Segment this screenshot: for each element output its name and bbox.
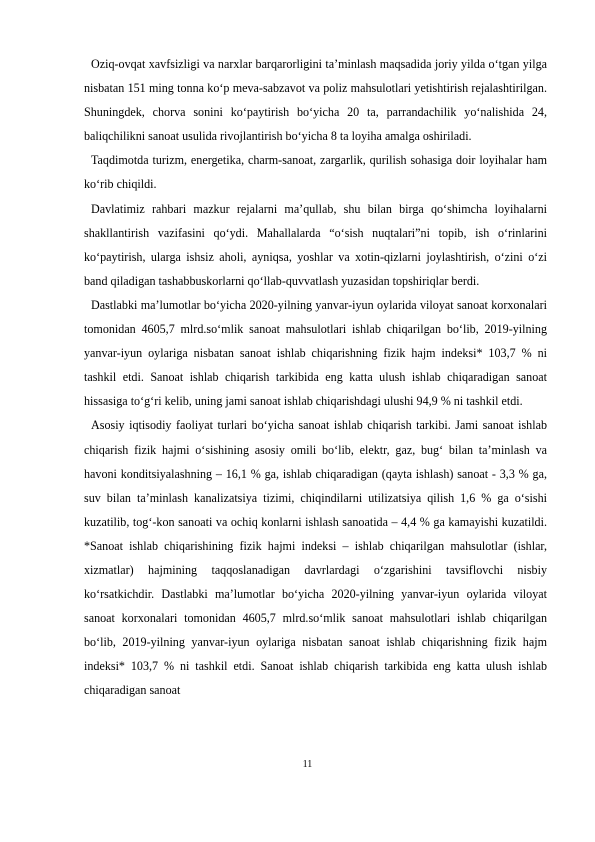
paragraph-food-security: Oziq-ovqat xavfsizligi va narxlar barqarorligini ta’minlash maqsadida joriy yilda o‘tgan yilga nisbatan 151 ming tonna ko‘p meva-sabzavot va poliz mahsulotlari yetishtirish rejalashtirilgan. Shuningdek, chorva sonini ko‘paytirish bo‘yicha 20 ta, parrandachilik yo‘nalishida 24, baliqchilikni sanoat usulida rivojlantirish bo‘yicha 8 ta loyiha amalga oshiriladi. (84, 57, 547, 144)
paragraph-president-tasks: Davlatimiz rahbari mazkur rejalarni ma’qullab, shu bilan birga qo‘shimcha loyihalarni shakllantirish vazifasini qo‘ydi. Mahallalarda “o‘sish nuqtalari”ni topib, ish o‘rinlarini ko‘paytirish, ularga ishsiz aholi, ayniqsa, yoshlar va xotin-qizlarni joylashtirish, o‘zini o‘zi band qiladigan tashabbuskorlarni qo‘llab-quvvatlash yuzasidan topshiriqlar berdi. (84, 201, 547, 288)
paragraph-industry-structure: Asosiy iqtisodiy faoliyat turlari bo‘yicha sanoat ishlab chiqarish tarkibi. Jami sanoat ishlab chiqarish fizik hajmi o‘sishining asosiy omili bo‘lib, elektr, gaz, bug‘ bilan ta’minlash va havoni konditsiyalashning – 16,1 % ga, ishlab chiqaradigan (qayta ishlash) sanoat - 3,3 % ga, suv bilan ta’minlash kanalizatsiya tizimi, chiqindilarni utilizatsiya qilish 1,6 % ga o‘sishi kuzatilib, tog‘-kon sanoati va ochiq konlarni ishlash sanoatida – 4,4 % ga kamayishi kuzatildi. *Sanoat ishlab chiqarishining fizik hajmi indeksi – ishlab chiqarilgan mahsulotlar (ishlar, xizmatlar) hajmining taqqoslanadigan davrlardagi o‘zgarishini tavsiflovchi nisbiy ko‘rsatkichdir. Dastlabki ma’lumotlar bo‘yicha 2020-yilning yanvar-iyun oylarida viloyat sanoat korxonalari tomonidan 4605,7 mlrd.so‘mlik sanoat mahsulotlari ishlab chiqarilgan bo‘lib, 2019-yilning yanvar-iyun oylariga nisbatan sanoat ishlab chiqarishning fizik hajm indeksi* 103,7 % ni tashkil etdi. Sanoat ishlab chiqarish tarkibida eng katta ulush ishlab chiqaradigan sanoat (84, 418, 547, 698)
page-number: 11 (302, 759, 313, 770)
document-page (84, 52, 547, 703)
paragraph-presentation: Taqdimotda turizm, energetika, charm-sanoat, zargarlik, qurilish sohasiga doir loyihalar ham ko‘rib chiqildi. (84, 153, 547, 192)
paragraph-industrial-output: Dastlabki ma’lumotlar bo‘yicha 2020-yilning yanvar-iyun oylarida viloyat sanoat korxonalari tomonidan 4605,7 mlrd.so‘mlik sanoat mahsulotlari ishlab chiqarilgan bo‘lib, 2019-yilning yanvar-iyun oylariga nisbatan sanoat ishlab chiqarishning fizik hajm indeksi* 103,7 % ni tashkil etdi. Sanoat ishlab chiqarish tarkibida eng katta ulush ishlab chiqaradigan sanoat hissasiga to‘g‘ri kelib, uning jami sanoat ishlab chiqarishdagi ulushi 94,9 % ni tashkil etdi. (84, 297, 547, 409)
